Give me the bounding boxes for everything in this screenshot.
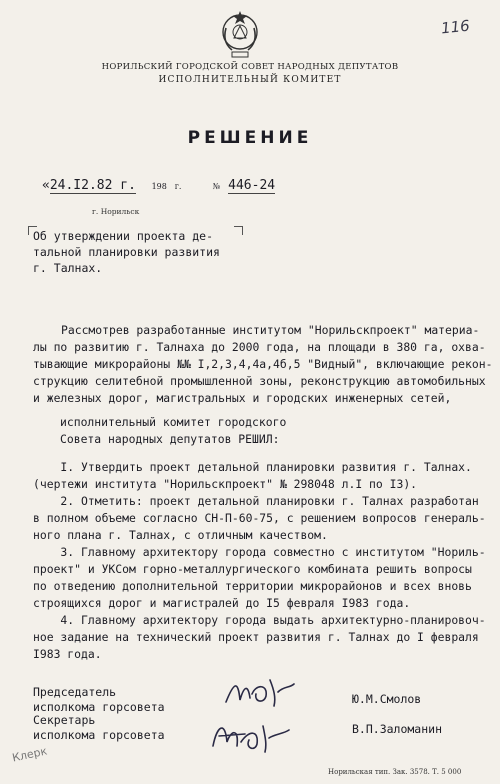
council-name: НОРИЛЬСКИЙ ГОРОДСКОЙ СОВЕТ НАРОДНЫХ ДЕПУТАТОВ <box>101 62 399 72</box>
preamble-line: и железных дорог, магистральных и городских инженерных сетей, <box>33 391 452 405</box>
secretary-title <box>33 713 165 743</box>
chair-signature <box>220 672 300 712</box>
item-line: по отведению дополнительной территории микрорайонов и всех вновь <box>33 579 472 593</box>
chair-title <box>33 685 165 715</box>
resolution-line: исполнительный комитет городского <box>60 415 287 429</box>
document-title: РЕШЕНИЕ <box>187 128 313 148</box>
margin-note: Клерк <box>11 744 49 765</box>
item-line: строящихся дорог и магистралей до I5 февраля I983 года. <box>33 596 411 610</box>
item-line: в полном объеме согласно СН-П-60-75, с решением вопросов генераль- <box>33 511 486 525</box>
secretary-name: В.П.Заломанин <box>352 722 443 736</box>
executive-committee: ИСПОЛНИТЕЛЬНЫЙ КОМИТЕТ <box>158 75 342 85</box>
resolution-line: Совета народных депутатов РЕШИЛ: <box>60 432 280 446</box>
subject-line: г. Талнах. <box>33 261 103 275</box>
city: г. Норильск <box>92 207 140 216</box>
subject <box>33 228 243 276</box>
resolution-items <box>33 459 488 663</box>
resolution-intro <box>60 414 500 448</box>
decision-number: 446-24 <box>228 178 276 193</box>
item-line: 4. Главному архитектору города выдать архитектурно-планировоч- <box>33 613 486 627</box>
chair-title-line: исполкома горсовета <box>33 700 165 714</box>
chair-name: Ю.М.Смолов <box>352 692 422 706</box>
item-line: (чертежи института "Норильскпроект" № 298048 л.I по I3). <box>33 477 418 491</box>
decision-date: 24.I2.82 г. <box>49 178 136 193</box>
printer-imprint: Норильская тип. Зак. 3578. Т. 5 000 <box>328 768 462 776</box>
page-number: 116 <box>440 16 471 38</box>
subject-line: тальной планировки развития <box>33 245 220 259</box>
preamble-line: лы по развитию г. Талнаха до 2000 года, на площади в 380 га, охва- <box>33 340 486 354</box>
coat-of-arms-icon <box>218 8 262 60</box>
item-line: 2. Отметить: проект детальной планировки г. Талнах разработан <box>33 494 479 508</box>
secretary-title-line: Секретарь <box>33 713 96 727</box>
secretary-title-line: исполкома горсовета <box>33 728 165 742</box>
year-prefix: 198 <box>151 182 167 191</box>
preamble-line: струкцию селитебной промышленной зоны, реконструкцию автомобильных <box>33 374 486 388</box>
chair-title-line: Председатель <box>33 685 117 699</box>
preamble-line: тывающие микрорайоны №№ I,2,3,4,4а,4б,5 "Видный", включающие рекон- <box>33 357 493 371</box>
secretary-signature <box>205 712 295 756</box>
item-line: ное задание на технический проект развития г. Талнах до I февраля <box>33 630 479 644</box>
item-line: проект" и УКСом горно-металлургического комбината решить вопросы <box>33 562 472 576</box>
item-line: I983 года. <box>33 647 102 661</box>
item-line: ного плана г. Талнах, с отличным качеством. <box>33 528 328 542</box>
preamble <box>33 322 493 407</box>
date-row: «24.I2.82 г. 198 г. № 446-24 <box>42 178 276 193</box>
subject-line: Об утверждении проекта де- <box>33 229 214 243</box>
preamble-line: Рассмотрев разработанные институтом "Норильскпроект" материа- <box>61 323 480 337</box>
item-line: I. Утвердить проект детальной планировки развития г. Талнах. <box>33 460 472 474</box>
number-sign: № <box>212 182 221 191</box>
item-line: 3. Главному архитектору города совместно с институтом "Нориль- <box>33 545 486 559</box>
year-suffix: г. <box>174 182 182 191</box>
